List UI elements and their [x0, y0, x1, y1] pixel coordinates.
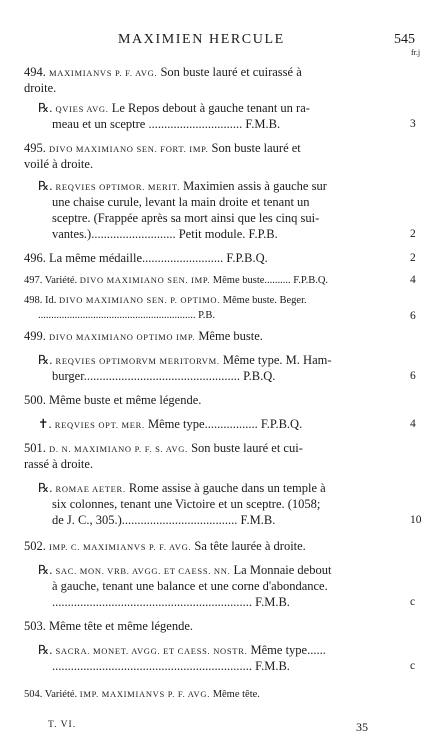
entry-line: une chaise curule, levant la main droite et tenant un [52, 195, 310, 209]
legend: DIVO MAXIMIANO SEN. P. OPTIMO. [59, 295, 221, 305]
description: Même buste.......... F.P.B.Q. [212, 275, 329, 286]
description: Même tête. [212, 689, 260, 700]
running-head [0, 32, 446, 57]
legend: DIVO MAXIMIANO SEN. IMP. [79, 275, 211, 285]
entry-line: voilé à droite. [24, 157, 94, 171]
reverse-symbol: ℞. [38, 353, 53, 367]
entry-line [24, 686, 260, 703]
entry-line: vantes.)........................... Petit module. F.P.B. [52, 227, 278, 241]
description: Même buste. Beger. [222, 295, 307, 306]
entry-line [38, 416, 302, 433]
entry-line: meau et un sceptre .............................. F.M.B. [52, 117, 281, 131]
description: Son buste lauré et cuirassé à [160, 65, 302, 79]
entry-number: 499. [24, 329, 46, 343]
running-title: MAXIMIEN HERCULE [118, 32, 285, 47]
description: Le Repos debout à gauche tenant un ra- [111, 101, 310, 115]
legend: ROMAE AETER. [55, 484, 126, 494]
reverse-symbol: ℞. [38, 481, 53, 495]
entry-line [24, 292, 307, 309]
description: Même type................. F.P.B.Q. [148, 417, 303, 431]
legend: SACRA. MONET. AVGG. ET CAESS. NOSTR. [55, 646, 248, 656]
legend: IMP. MAXIMIANVS P. F. AVG. [79, 689, 211, 699]
description: Rome assise à gauche dans un temple à [128, 481, 326, 495]
rarity-index: c [410, 660, 416, 672]
entry-line: rassé à droite. [24, 457, 94, 471]
entry-line [38, 178, 327, 195]
description: Même type. M. Ham- [222, 353, 332, 367]
description: Même buste. [198, 329, 263, 343]
entry-line [24, 64, 302, 81]
legend: QVIES AVG. [55, 104, 109, 114]
page-footer [0, 720, 446, 740]
entry-line: droite. [24, 81, 57, 95]
legend: IMP. C. MAXIMIANVS P. F. AVG. [49, 542, 192, 552]
description: La Monnaie debout [233, 563, 332, 577]
description: Maximien assis à gauche sur [183, 179, 327, 193]
rarity-index: 3 [410, 118, 416, 130]
entry-line: 496. La même médaille.......................... F.P.B.Q. [24, 251, 268, 265]
description: Même type...... [250, 643, 326, 657]
entry-line [24, 328, 263, 345]
entry-line: 500. Même buste et même légende. [24, 393, 202, 407]
rarity-index: 10 [410, 514, 422, 526]
entry-line: ............................................................ P.B. [38, 310, 216, 321]
entry-number: 502. [24, 539, 46, 553]
entry-line [38, 480, 326, 497]
description: Son buste lauré et [211, 141, 301, 155]
legend: REQVIES OPTIMORVM MERITORVM. [55, 356, 220, 366]
entry-number: 494. [24, 65, 46, 79]
entry-number: 504. Variété. [24, 689, 78, 700]
entry-line: 503. Même tête et même légende. [24, 619, 194, 633]
rarity-index: 2 [410, 228, 416, 240]
legend: SAC. MON. VRB. AVGG. ET CAESS. NN. [55, 566, 231, 576]
reverse-symbol: ℞. [38, 563, 53, 577]
entry-number: 501. [24, 441, 46, 455]
legend: REQVIES OPTIMOR. MERIT. [55, 182, 181, 192]
entry-line [38, 562, 331, 579]
entry-line: six colonnes, tenant une Victoire et un sceptre. (1058; [52, 497, 321, 511]
rarity-index: 4 [410, 418, 416, 430]
rarity-index: 6 [410, 370, 416, 382]
entry-line [24, 440, 303, 457]
signature-mark: T. VI. [48, 720, 77, 730]
entry-line: de J. C., 305.)..................................... F.M.B. [52, 513, 276, 527]
entry-line: ................................................................ F.M.B. [52, 595, 290, 609]
sheet-number: 35 [356, 720, 368, 734]
legend: DIVO MAXIMIANO OPTIMO IMP. [49, 332, 196, 342]
reverse-symbol: ℞. [38, 643, 53, 657]
reverse-symbol: ℞. [38, 101, 53, 115]
legend: REQVIES OPT. MER. [54, 420, 145, 430]
entry-line [24, 140, 301, 157]
entry-line: à gauche, tenant une balance et une corne d'abondance. [52, 579, 328, 593]
reverse-symbol: ℞. [38, 179, 53, 193]
entry-line: sceptre. (Frappée après sa mort ainsi que les cinq sui- [52, 211, 320, 225]
entry-line: burger.................................................. P.B.Q. [52, 369, 276, 383]
entry-line: ................................................................ F.M.B. [52, 659, 290, 673]
entry-number: 495. [24, 141, 46, 155]
description: Son buste lauré et cui- [191, 441, 303, 455]
rarity-index: 6 [410, 310, 416, 322]
entry-line [38, 642, 326, 659]
rarity-index: c [410, 596, 416, 608]
entry-number: 497. Variété. [24, 275, 78, 286]
entry-line [38, 352, 332, 369]
legend: D. N. MAXIMIANO P. F. S. AVG. [49, 444, 188, 454]
entry-number: 498. Id. [24, 295, 57, 306]
margin-note: fr.j [411, 48, 421, 57]
rarity-index: 4 [410, 274, 416, 286]
entry-line [38, 100, 310, 117]
page-number: 545 [394, 32, 415, 47]
rarity-index: 2 [410, 252, 416, 264]
reverse-symbol: ✝. [38, 417, 52, 431]
entry-line [24, 272, 328, 289]
description: Sa tête laurée à droite. [194, 539, 306, 553]
legend: DIVO MAXIMIANO SEN. FORT. IMP. [49, 144, 209, 154]
legend: MAXIMIANVS P. F. AVG. [49, 68, 158, 78]
entry-line [24, 538, 306, 555]
